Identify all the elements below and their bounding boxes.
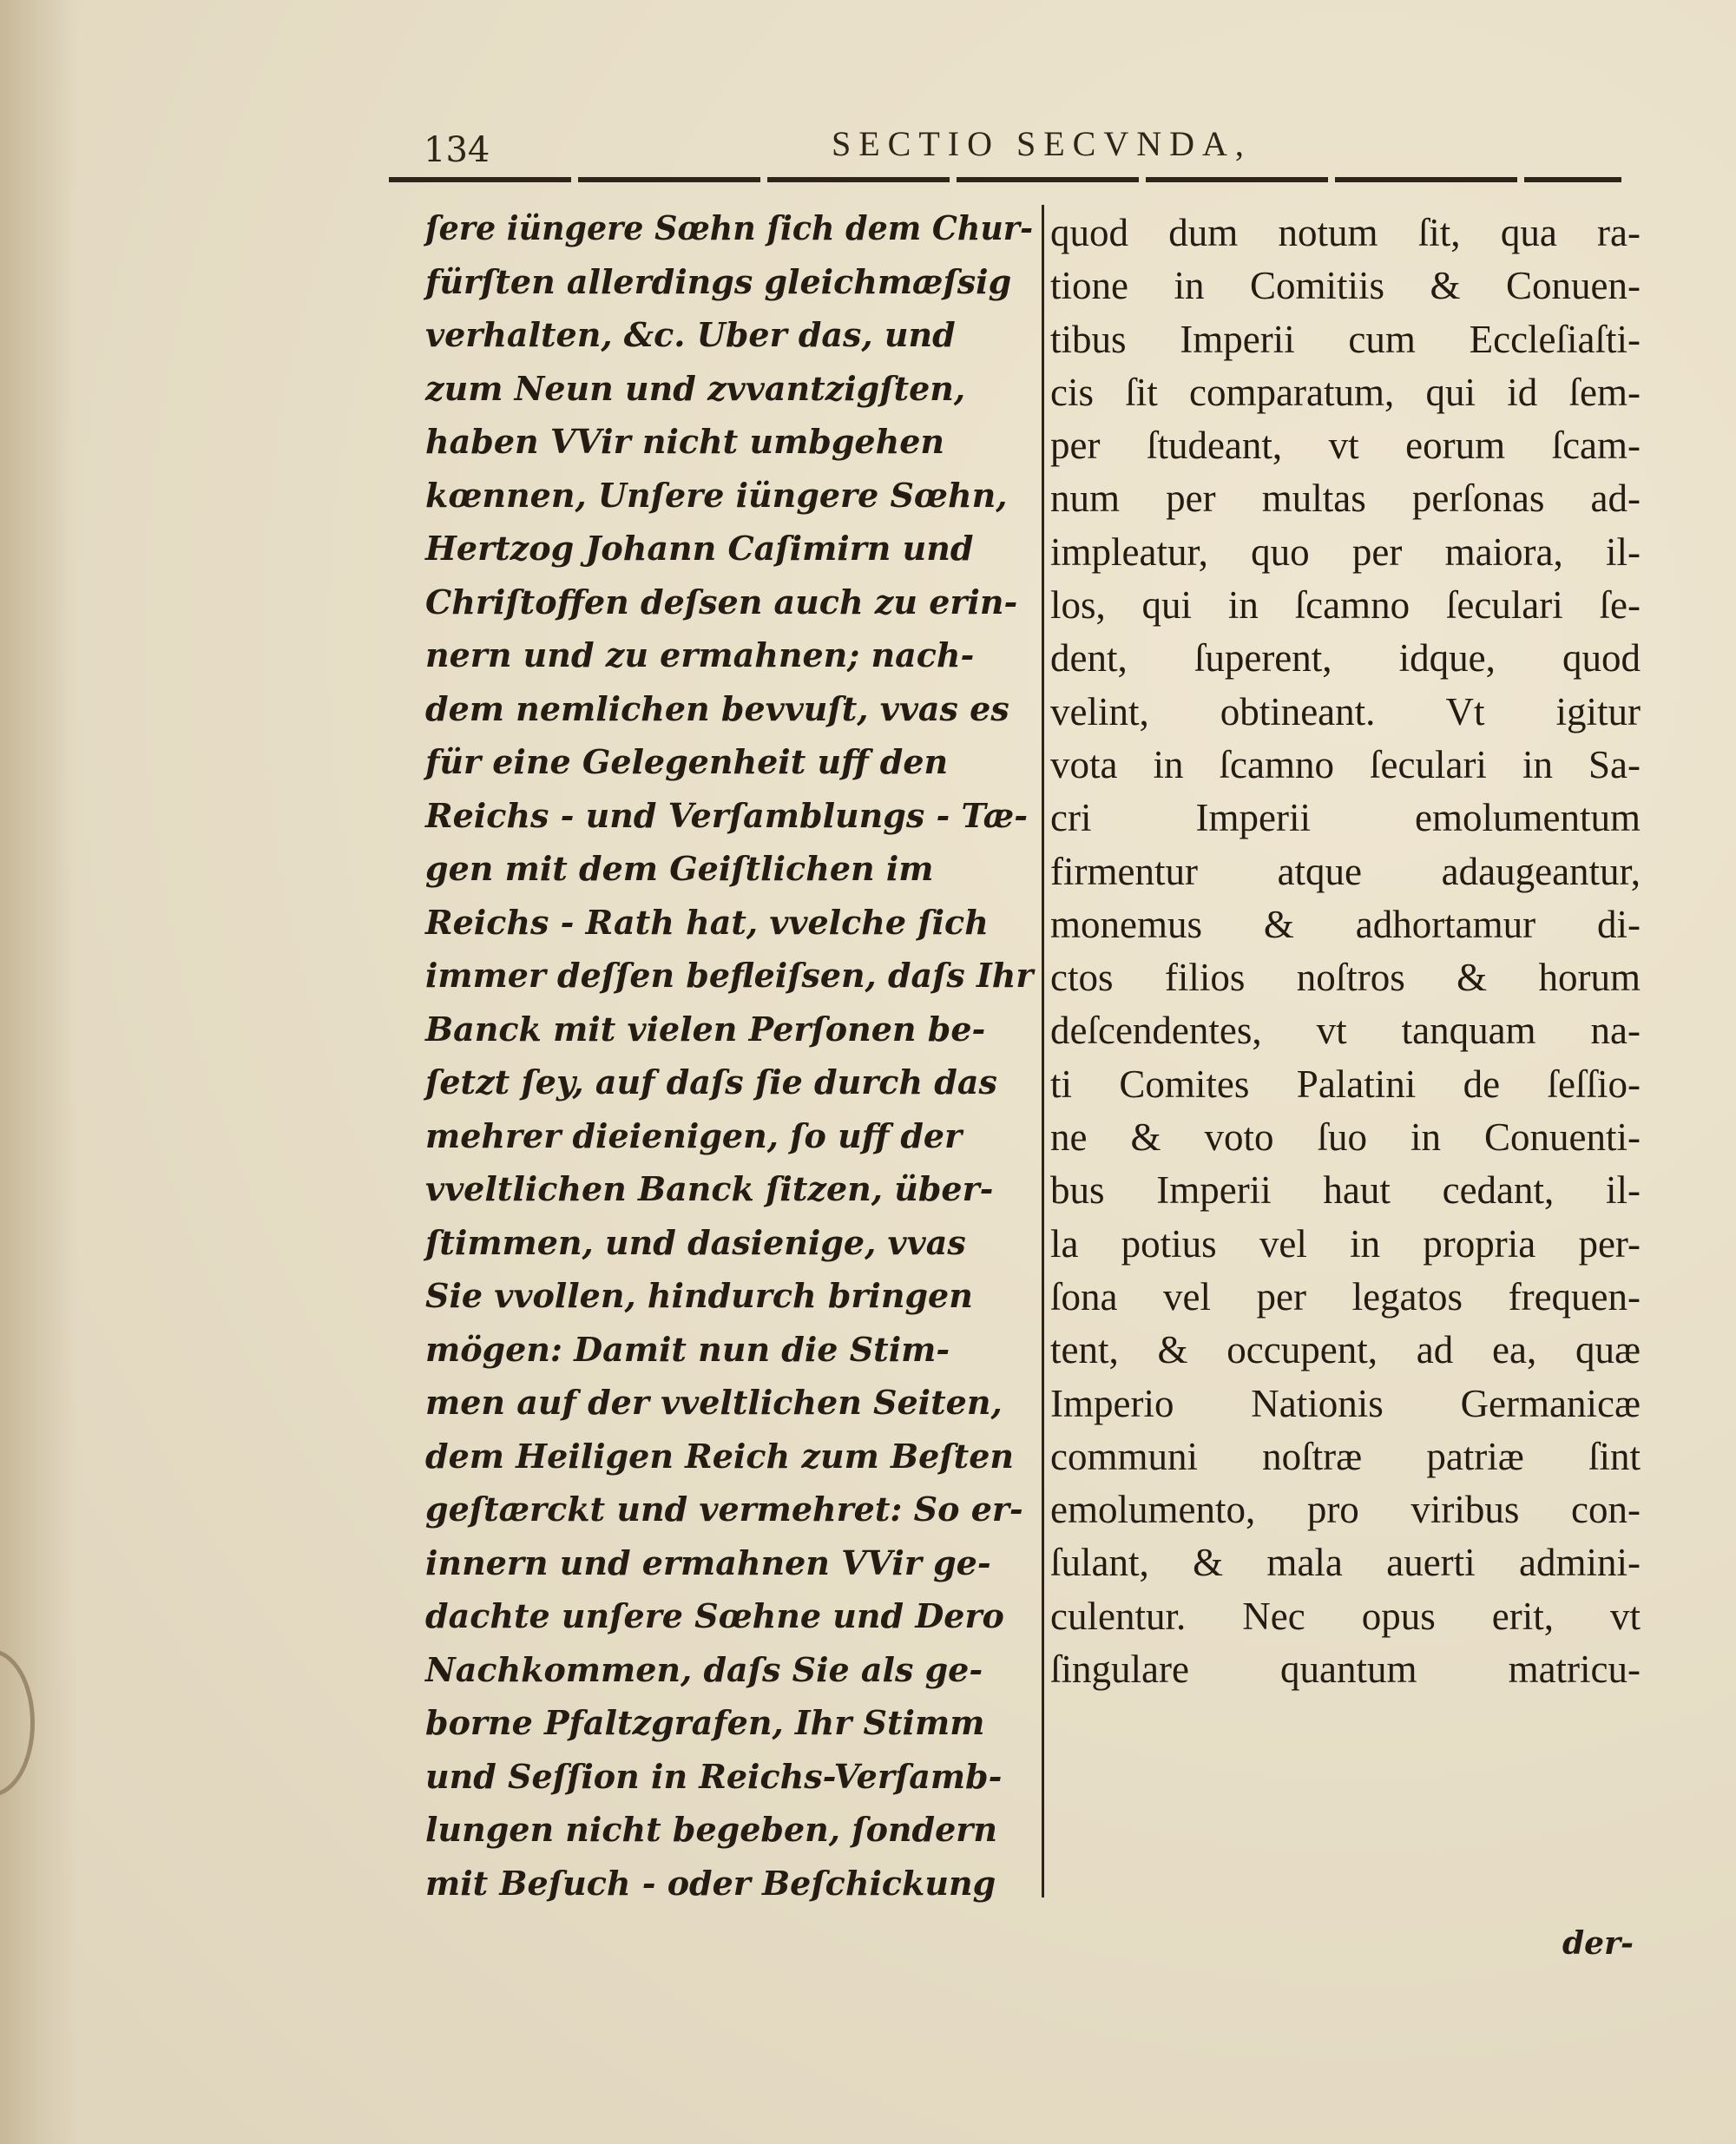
text-line: immer deſſen befleiſsen, daſs Ihr — [425, 956, 1034, 995]
text-line: verhalten, &c. Uber das, und — [425, 315, 956, 354]
text-line: Sie vvollen, hindurch bringen — [425, 1276, 973, 1315]
text-line: ſetzt ſey, auf daſs ſie durch das — [425, 1062, 997, 1102]
text-line: Nachkommen, daſs Sie als ge- — [425, 1649, 983, 1689]
text-line: mehrer dieienigen, ſo uff der — [425, 1115, 963, 1155]
text-line: Reichs - und Verſamblungs - Tæ- — [425, 795, 1028, 835]
text-line: ſona vel per legatos frequen- — [1050, 1274, 1641, 1319]
german-text-column — [425, 201, 1033, 1910]
text-line: Hertzog Johann Caſimirn und — [425, 529, 974, 568]
text-line: ne & voto ſuo in Conuenti- — [1050, 1115, 1641, 1160]
text-line: tione in Comitiis & Conuen- — [1050, 264, 1641, 308]
running-title: SECTIO SECVNDA, — [832, 124, 1252, 163]
text-line: per ſtudeant, vt eorum ſcam- — [1050, 424, 1641, 468]
page-number: 134 — [424, 130, 490, 170]
text-line: quod dum notum ſit, qua ra- — [1050, 211, 1641, 254]
text-line: velint, obtineant. Vt igitur — [1050, 689, 1641, 733]
page-header — [389, 113, 1621, 182]
text-line: ſere iüngere Sœhn ſich dem Chur- — [425, 208, 1034, 247]
text-line: culentur. Nec opus erit, vt — [1050, 1594, 1641, 1638]
text-line: borne Pfaltzgrafen, Ihr Stimm — [425, 1703, 985, 1742]
text-line: tibus Imperii cum Eccleſiaſti- — [1050, 317, 1641, 361]
text-line: gen mit dem Geiſtlichen im — [425, 849, 934, 888]
text-line: impleatur, quo per maiora, il- — [1050, 529, 1641, 574]
text-line: haben VVir nicht umbgehen — [425, 422, 945, 461]
binding-shadow — [0, 0, 78, 2144]
header-rule — [389, 177, 1621, 182]
text-line: deſcendentes, vt tanquam na- — [1050, 1009, 1641, 1053]
text-line: ctos filios noſtros & horum — [1050, 956, 1641, 1000]
text-line: ſtimmen, und dasienige, vvas — [425, 1222, 966, 1262]
column-divider — [1042, 205, 1044, 1897]
text-line: kœnnen, Unſere iüngere Sœhn, — [425, 475, 1008, 515]
text-line: fürſten allerdings gleichmæſsig — [425, 261, 1012, 301]
latin-text-column — [1050, 207, 1641, 1696]
text-line: ti Comites Palatini de ſeſſio- — [1050, 1062, 1641, 1106]
text-line: ſingulare quantum matricu- — [1050, 1647, 1641, 1692]
text-line: monemus & adhortamur di- — [1050, 902, 1641, 946]
text-line: dem Heiligen Reich zum Beſten — [425, 1436, 1015, 1476]
text-line: los, qui in ſcamno ſeculari ſe- — [1050, 583, 1641, 628]
text-line: dem nemlichen bevvuſt, vvas es — [425, 688, 1009, 728]
text-line: emolumento, pro viribus con- — [1050, 1488, 1641, 1532]
text-line: mögen: Damit nun die Stim- — [425, 1329, 950, 1369]
text-line: zum Neun und zvvantzigſten, — [425, 368, 966, 408]
text-line: Imperio Nationis Germanicæ — [1050, 1381, 1641, 1425]
text-line: vota in ſcamno ſeculari in Sa- — [1050, 742, 1641, 786]
text-line: innern und ermahnen VVir ge- — [425, 1542, 991, 1582]
text-line: men auf der vveltlichen Seiten, — [425, 1383, 1003, 1422]
text-line: Chriſtoffen deſsen auch zu erin- — [425, 582, 1018, 621]
text-line: und Seſſion in Reichs-Verſamb- — [425, 1756, 1003, 1796]
text-line: mit Beſuch - oder Beſchickung — [425, 1863, 996, 1903]
text-line: für eine Gelegenheit uff den — [425, 742, 949, 781]
text-line: vveltlichen Banck ſitzen, über- — [425, 1169, 994, 1208]
text-line: cis ſit comparatum, qui id ſem- — [1050, 370, 1641, 414]
text-line: communi noſtræ patriæ ſint — [1050, 1434, 1641, 1478]
text-line: tent, & occupent, ad ea, quæ — [1050, 1328, 1641, 1372]
text-line: dachte unſere Sœhne und Dero — [425, 1596, 1004, 1635]
text-line: num per multas perſonas ad- — [1050, 477, 1641, 521]
catchword: der- — [1562, 1925, 1634, 1962]
text-line: nern und zu ermahnen; nach- — [425, 635, 975, 674]
text-line: bus Imperii haut cedant, il- — [1050, 1168, 1641, 1213]
text-line: lungen nicht begeben, ſondern — [425, 1810, 997, 1849]
text-line: la potius vel in propria per- — [1050, 1221, 1641, 1266]
text-line: Banck mit vielen Perſonen be- — [425, 1009, 986, 1049]
text-line: cri Imperii emolumentum — [1050, 796, 1641, 840]
text-line: ſulant, & mala auerti admini- — [1050, 1541, 1641, 1585]
text-line: dent, ſuperent, idque, quod — [1050, 636, 1641, 681]
text-line: Reichs - Rath hat, vvelche ſich — [425, 902, 989, 942]
text-line: geſtærckt und vermehret: So er- — [425, 1490, 1023, 1529]
text-line: firmentur atque adaugeantur, — [1050, 849, 1641, 893]
